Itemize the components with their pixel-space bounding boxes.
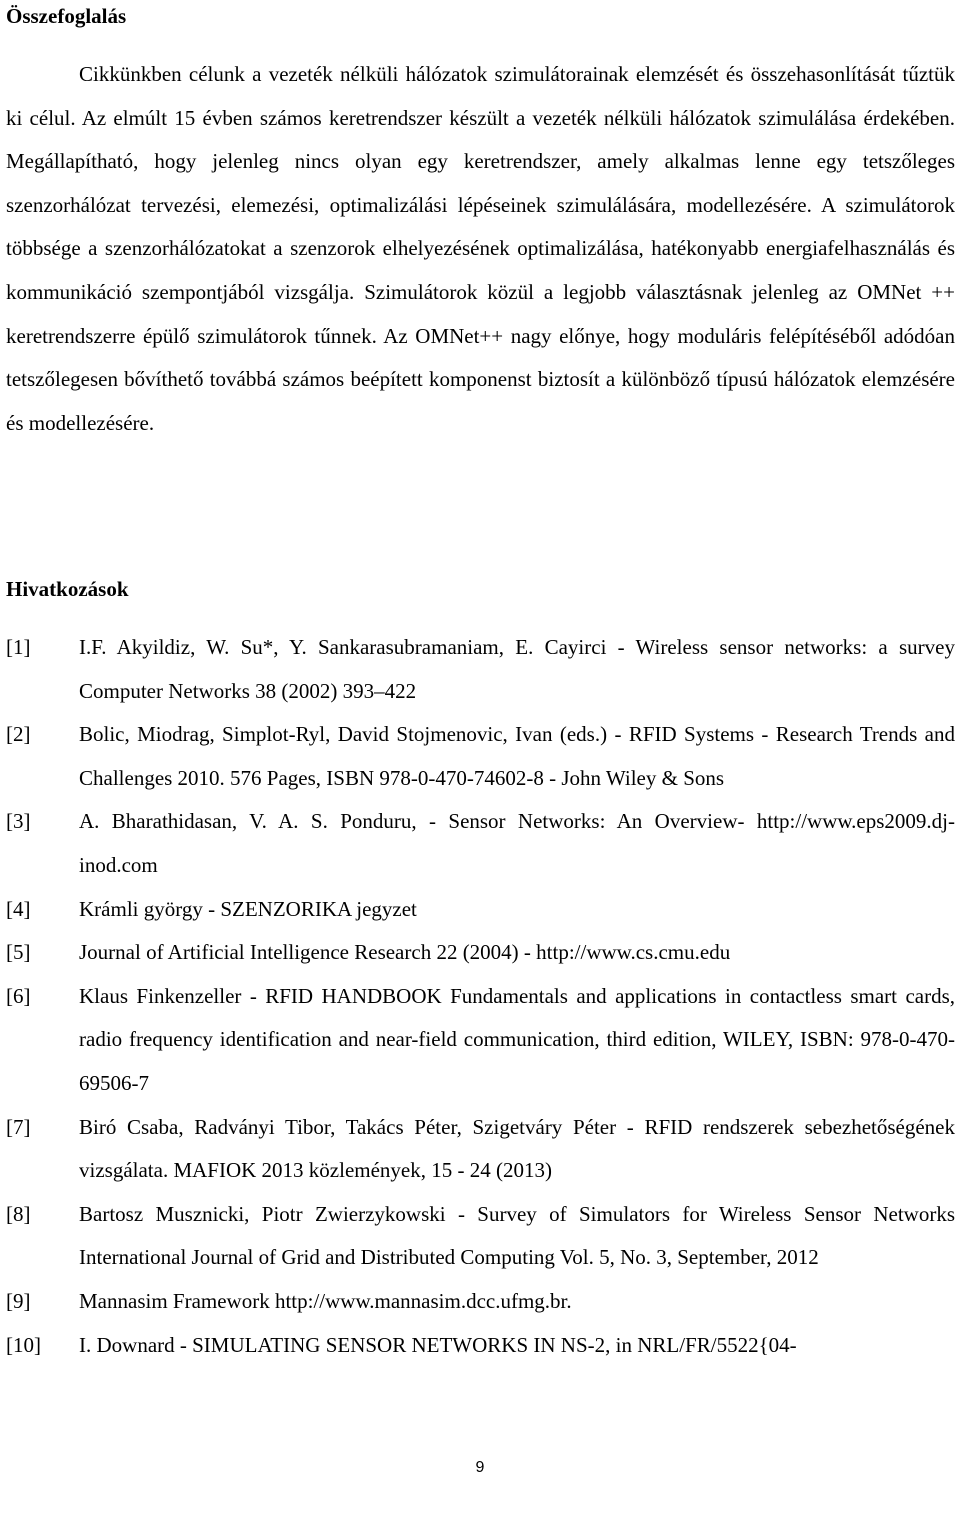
- reference-number: [10]: [6, 1332, 41, 1357]
- reference-text: Mannasim Framework http://www.mannasim.dcc.ufmg.br.: [79, 1288, 572, 1313]
- reference-item: [6, 1280, 955, 1324]
- reference-text: Krámli györgy - SZENZORIKA jegyzet: [79, 896, 417, 921]
- reference-number: [6]: [6, 983, 31, 1008]
- summary-heading: Összefoglalás: [6, 4, 127, 28]
- reference-item: [6, 888, 955, 932]
- reference-number: [2]: [6, 722, 31, 747]
- summary-paragraph: Cikkünkben célunk a vezeték nélküli hálózatok szimulátorainak elemzését és összehasonlítását tűztük ki célul. Az elmúlt 15 évben számos keretrendszer készült a vezeték nélküli hálózatok szimulálása érdekében. Megállapítható, hogy jelenleg nincs olyan egy keretrendszer, amely alkalmas lenne egy tetszőleges szenzorhálózat tervezési, elemezési, optimalizálási lépéseinek szimulálására, modellezésére. A szimulátorok többsége a szenzorhálózatokat a szenzorok elhelyezésének optimalizálása, hatékonyabb energiafelhasználás és kommunikáció szempontjából vizsgálja. Szimulátorok közül a legjobb választásnak jelenleg az OMNet ++ keretrendszerre épülő szimulátorok tűnnek. Az OMNet++ nagy előnye, hogy moduláris felépítéséből adódóan tetszőlegesen bővíthető továbbá számos beépített komponenst biztosít a különböző típusú hálózatok elemzésére és modellezésére.: [6, 62, 955, 435]
- reference-number: [3]: [6, 809, 31, 834]
- references-list: [6, 626, 955, 1367]
- reference-number: [4]: [6, 896, 31, 921]
- references-heading: Hivatkozások: [6, 577, 129, 601]
- reference-text: Biró Csaba, Radványi Tibor, Takács Péter, Szigetváry Péter - RFID rendszerek sebezhetőségének vizsgálata. MAFIOK 2013 közlemények, 15 - 24 (2013): [79, 1114, 955, 1183]
- reference-text: A. Bharathidasan, V. A. S. Ponduru, - Sensor Networks: An Overview- http://www.eps2009.dj-inod.com: [79, 809, 955, 877]
- reference-item: [6, 1193, 955, 1280]
- page-number: 9: [475, 1459, 485, 1476]
- reference-number: [8]: [6, 1201, 31, 1226]
- reference-item: [6, 626, 955, 713]
- reference-item: [6, 1106, 955, 1193]
- reference-text: Bartosz Musznicki, Piotr Zwierzykowski - Survey of Simulators for Wireless Sensor Networks International Journal of Grid and Distributed Computing Vol. 5, No. 3, September, 2012: [79, 1201, 955, 1270]
- reference-item: [6, 713, 955, 800]
- reference-number: [5]: [6, 940, 31, 965]
- reference-item: [6, 800, 955, 887]
- reference-text: Bolic, Miodrag, Simplot-Ryl, David Stojmenovic, Ivan (eds.) - RFID Systems - Research Trends and Challenges 2010. 576 Pages, ISBN 978-0-470-74602-8 - John Wiley & Sons: [79, 722, 955, 790]
- reference-text: Klaus Finkenzeller - RFID HANDBOOK Fundamentals and applications in contactless smart cards, radio frequency identification and near-field communication, third edition, WILEY, ISBN: 978-0-470-69506-7: [79, 983, 955, 1095]
- reference-number: [9]: [6, 1288, 31, 1313]
- reference-item: [6, 975, 955, 1106]
- reference-number: [7]: [6, 1114, 31, 1139]
- reference-item: [6, 931, 955, 975]
- reference-text: Journal of Artificial Intelligence Research 22 (2004) - http://www.cs.cmu.edu: [79, 940, 731, 965]
- reference-item: [6, 1324, 955, 1368]
- reference-text: I.F. Akyildiz, W. Su*, Y. Sankarasubramaniam, E. Cayirci - Wireless sensor networks: a survey Computer Networks 38 (2002) 393–422: [79, 635, 955, 703]
- reference-text: I. Downard - SIMULATING SENSOR NETWORKS IN NS-2, in NRL/FR/5522{04-: [79, 1332, 797, 1357]
- reference-number: [1]: [6, 635, 31, 659]
